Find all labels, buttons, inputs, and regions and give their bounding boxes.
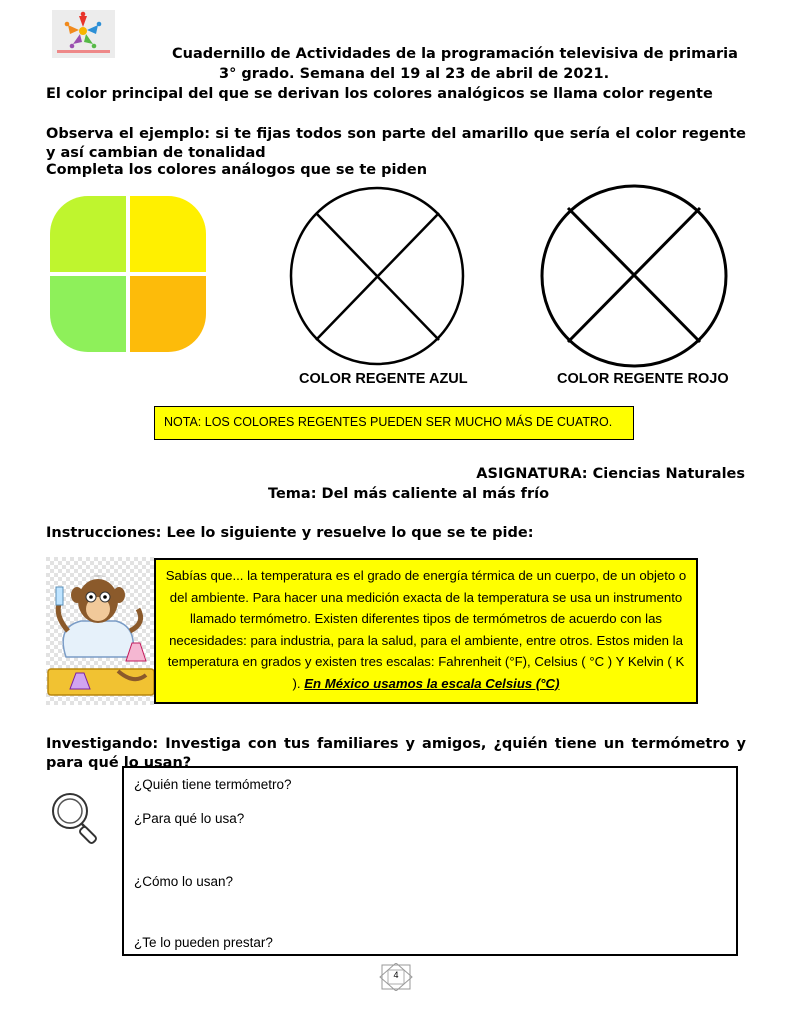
- program-logo: [52, 10, 115, 58]
- header-week: 3° grado. Semana del 19 al 23 de abril de 2021.: [219, 66, 610, 82]
- question-how: ¿Cómo lo usan?: [134, 874, 234, 889]
- magnifying-glass-icon: [48, 790, 104, 846]
- scientist-monkey-illustration-icon: [46, 557, 156, 705]
- observe-instruction: Observa el ejemplo: si te fijas todos son parte del amarillo que sería el color regente y así cambian de tonalidad: [46, 126, 746, 161]
- red-regent-circle[interactable]: [538, 182, 730, 372]
- regent-definition: El color principal del que se derivan los colores analógicos se llama color regente: [46, 86, 713, 102]
- complete-instruction: Completa los colores análogos que se te piden: [46, 162, 428, 178]
- star-figures-logo-icon: [52, 10, 115, 58]
- yellow-analog-flower: [50, 196, 206, 352]
- leaf-top-left: [50, 196, 126, 272]
- blue-regent-circle[interactable]: [288, 185, 468, 370]
- investigating-instruction: Investigando: Investiga con tus familiares y amigos, ¿quién tiene un termómetro y para qué lo usan?: [46, 736, 746, 771]
- celsius-emphasis: En México usamos la escala Celsius (°C): [304, 675, 560, 691]
- red-regent-caption: COLOR REGENTE ROJO: [557, 371, 729, 387]
- leaf-bottom-left: [50, 276, 126, 352]
- topic-label: Tema: Del más caliente al más frío: [268, 486, 550, 502]
- question-lend: ¿Te lo pueden prestar?: [134, 935, 273, 950]
- leaf-bottom-right: [130, 276, 206, 352]
- question-who: ¿Quién tiene termómetro?: [134, 777, 292, 792]
- header-title: Cuadernillo de Actividades de la programación televisiva de primaria: [172, 46, 738, 62]
- page-number-badge: [378, 963, 414, 991]
- page-number: 4: [393, 970, 399, 980]
- leaf-top-right: [130, 196, 206, 272]
- temperature-info-box: [154, 558, 698, 704]
- subject-label: ASIGNATURA: Ciencias Naturales: [476, 466, 745, 482]
- note-box: NOTA: LOS COLORES REGENTES PUEDEN SER MUCHO MÁS DE CUATRO.: [154, 406, 634, 440]
- blue-regent-caption: COLOR REGENTE AZUL: [299, 371, 468, 387]
- questions-box[interactable]: [122, 766, 738, 956]
- question-what-for: ¿Para qué lo usa?: [134, 811, 245, 826]
- info-text: Sabías que... la temperatura es el grado de energía térmica de un cuerpo, de un objeto o del ambiente. Para hacer una medición exacta de la temperatura se usa un instrumento llamado termómetro. Existen diferentes tipos de termómetros de acuerdo con las necesidades: para industria, para la salud, para el ambiente, entre otros. Estos miden la temperatura en grados y existen tres escalas: Fahrenheit (°F), Celsius ( °C ) Y Kelvin ( K ).: [165, 568, 687, 691]
- instructions: Instrucciones: Lee lo siguiente y resuelve lo que se te pide:: [46, 525, 534, 541]
